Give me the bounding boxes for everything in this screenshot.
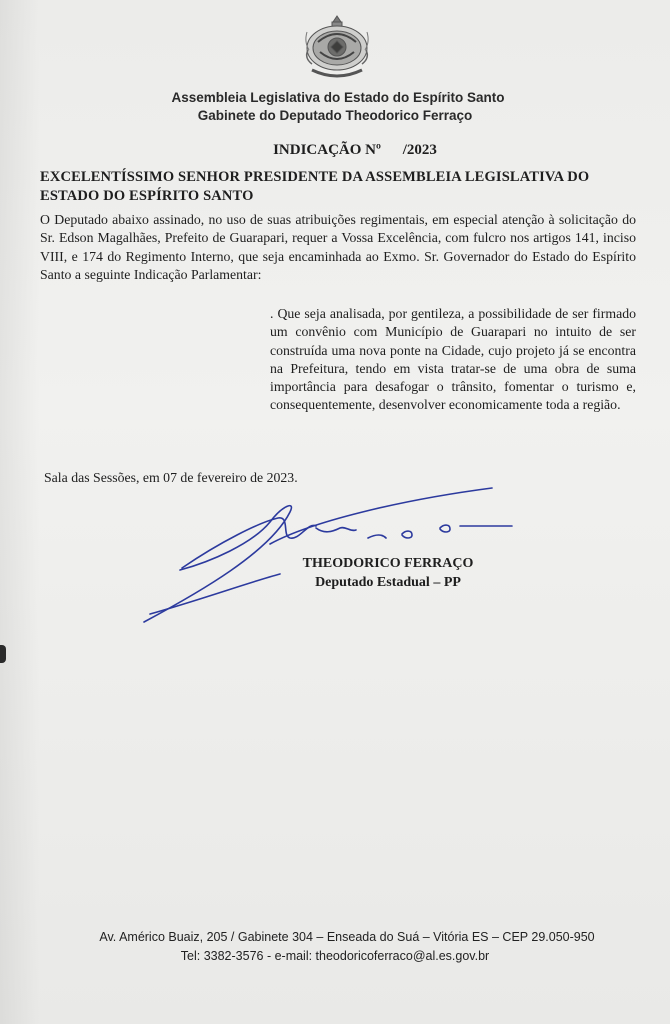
office-name: Gabinete do Deputado Theodorico Ferraço	[197, 108, 473, 123]
signer-name: THEODORICO FERRAÇO	[302, 556, 474, 571]
addressee-line-1: EXCELENTÍSSIMO SENHOR PRESIDENTE DA ASSEMBLEIA LEGISLATIVA DO	[40, 169, 590, 185]
coat-of-arms-icon	[298, 12, 376, 84]
title-number: /2023	[402, 142, 437, 158]
session-date: Sala das Sessões, em 07 de fevereiro de 2023.	[44, 470, 298, 485]
intro-paragraph: O Deputado abaixo assinado, no uso de suas atribuições regimentais, em especial atenção à solicitação do Sr. Edson Magalhães, Prefeito de Guarapari, requer a Vossa Excelência, com fulcro nos artigos 141, inciso VIII, e 174 do Regimento Interno, que seja encaminhada ao Exmo. Sr. Governador do Estado do Espírito Santo a seguinte Indicação Parlamentar:	[40, 212, 636, 282]
addressee	[40, 168, 640, 206]
signer-block	[258, 554, 518, 592]
document-title	[0, 142, 670, 159]
title-label: INDICAÇÃO Nº	[273, 142, 381, 158]
assembly-name: Assembleia Legislativa do Estado do Espírito Santo	[171, 90, 505, 105]
letterhead	[0, 89, 670, 125]
footer	[0, 928, 670, 966]
addressee-line-2: ESTADO DO ESPÍRITO SANTO	[40, 188, 254, 204]
request-paragraph: . Que seja analisada, por gentileza, a possibilidade de ser firmado um convênio com Município de Guarapari no intuito de ser construída uma nova ponte na Cidade, cujo projeto já se encontra na Prefeitura, tendo em vista tratar-se de uma obra de suma importância para desafogar o trânsito, fomentar o turismo e, consequentemente, desenvolver economicamente toda a região.	[270, 306, 636, 413]
binding-mark	[0, 645, 6, 663]
signer-role: Deputado Estadual – PP	[315, 575, 461, 590]
footer-contact: Tel: 3382-3576 - e-mail: theodoricoferraco@al.es.gov.br	[180, 949, 490, 963]
footer-address: Av. Américo Buaiz, 205 / Gabinete 304 – Enseada do Suá – Vitória ES – CEP 29.050-950	[99, 930, 595, 944]
